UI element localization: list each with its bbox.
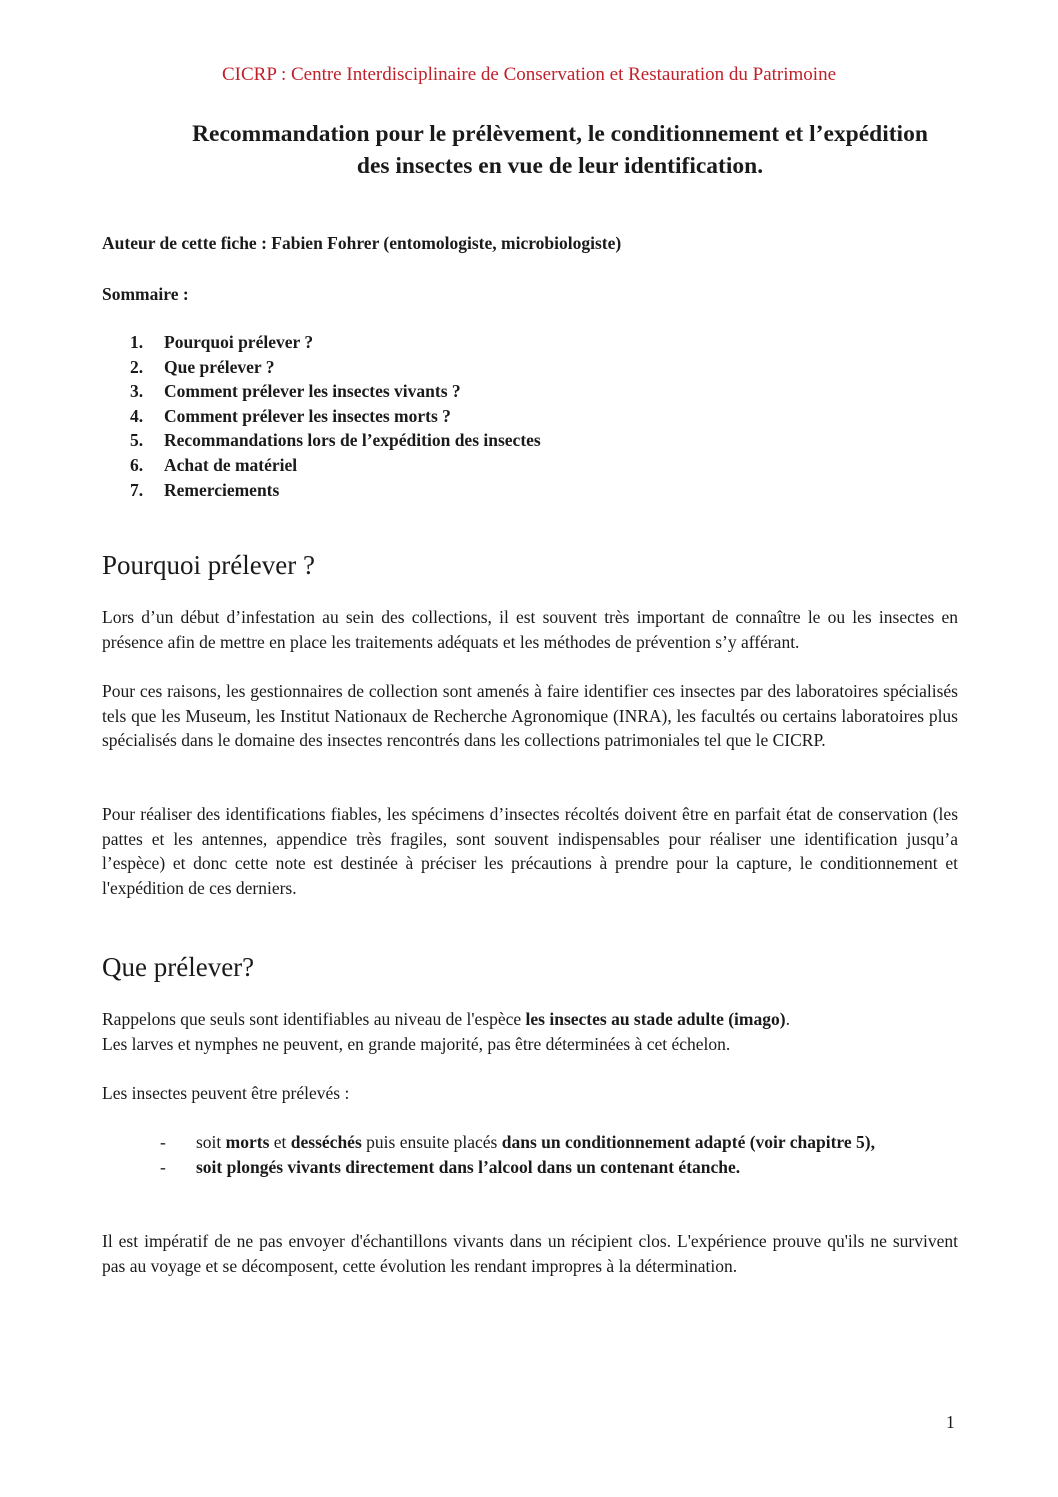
author-line: Auteur de cette fiche : Fabien Fohrer (entomologiste, microbiologiste) bbox=[102, 233, 622, 253]
table-of-contents bbox=[130, 330, 541, 502]
summary-label: Sommaire : bbox=[102, 284, 189, 304]
toc-item: 7. Remerciements bbox=[130, 479, 280, 500]
section-heading-pourquoi: Pourquoi prélever ? bbox=[102, 550, 315, 580]
list-item: - soit morts et desséchés puis ensuite placés dans un conditionnement adapté (voir chapitre 5), bbox=[160, 1130, 958, 1155]
page-number: 1 bbox=[946, 1412, 955, 1432]
toc-item: 2. Que prélever ? bbox=[130, 356, 275, 377]
paragraph: Rappelons que seuls sont identifiables au niveau de l'espèce les insectes au stade adulte (imago). Les larves et nymphes ne peuvent, en grande majorité, pas être déterminées à cet échelon. bbox=[102, 1009, 790, 1054]
title-line-1: Recommandation pour le prélèvement, le conditionnement et l’expédition bbox=[192, 121, 928, 147]
dash-bullet: - bbox=[160, 1132, 166, 1152]
dash-bullet: - bbox=[160, 1156, 166, 1177]
toc-item: 1. Pourquoi prélever ? bbox=[130, 332, 314, 352]
section-heading-que-prelever: Que prélever? bbox=[102, 952, 255, 982]
title-line-2: des insectes en vue de leur identification. bbox=[356, 153, 764, 179]
paragraph: Les insectes peuvent être prélevés : bbox=[102, 1083, 350, 1103]
paragraph: Il est impératif de ne pas envoyer d'échantillons vivants dans un récipient clos. L'expérience prouve qu'ils ne survivent pas au voyage et se décomposent, cette évolution les rendant impropres à la détermination. bbox=[102, 1231, 958, 1276]
paragraph: Pour ces raisons, les gestionnaires de collection sont amenés à faire identifier ces insectes par des laboratoires spécialisés tels que les Museum, les Institut Nationaux de Recherche Agronomique (INRA), les facultés ou certains laboratoires plus spécialisés dans le domaine des insectes rencontrés dans les collections patrimoniales tel que le CICRP. bbox=[102, 681, 958, 751]
page-header: CICRP : Centre Interdisciplinaire de Conservation et Restauration du Patrimoine bbox=[221, 64, 837, 85]
bullet-list bbox=[160, 1130, 958, 1179]
paragraph: Lors d’un début d’infestation au sein des collections, il est souvent très important de connaître le ou les insectes en présence afin de mettre en place les traitements adéquats et les méthodes de prévention s’y afférant. bbox=[102, 607, 958, 652]
toc-item: 3. Comment prélever les insectes vivants ? bbox=[130, 381, 461, 402]
toc-item: 4. Comment prélever les insectes morts ? bbox=[130, 405, 451, 426]
document-title bbox=[110, 118, 1010, 182]
list-item: - soit plongés vivants directement dans l’alcool dans un contenant étanche. bbox=[160, 1155, 958, 1180]
toc-item: 6. Achat de matériel bbox=[130, 454, 298, 475]
paragraph: Pour réaliser des identifications fiables, les spécimens d’insectes récoltés doivent être en parfait état de conservation (les pattes et les antennes, appendice très fragiles, sont souvent indispensables pour réaliser une identification jusqu’a l’espèce) et donc cette note est destinée à préciser les précautions à prendre pour la capture, le conditionnement et l'expédition de ces derniers. bbox=[102, 804, 958, 898]
toc-item: 5. Recommandations lors de l’expédition des insectes bbox=[130, 430, 541, 451]
